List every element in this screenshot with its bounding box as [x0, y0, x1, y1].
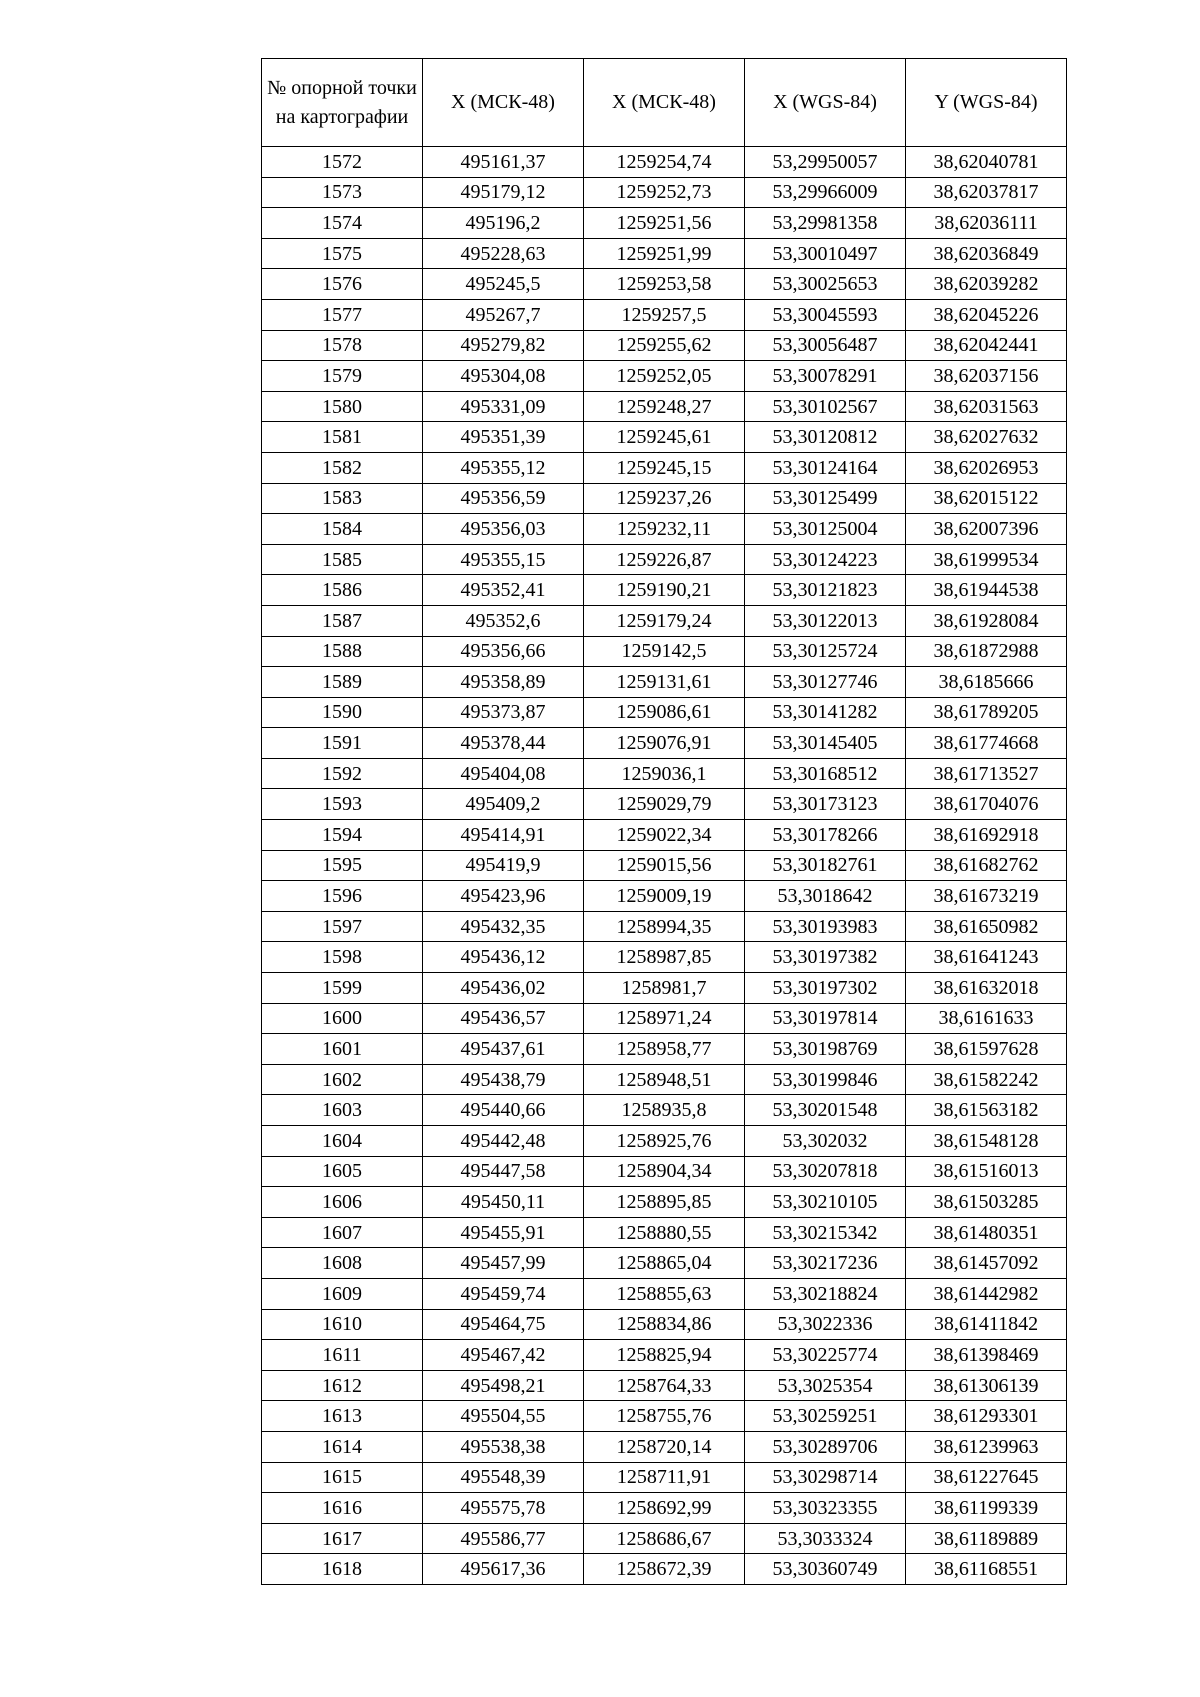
cell-x-msk48-second: 1259179,24	[584, 605, 745, 636]
cell-x-msk48-second: 1258880,55	[584, 1217, 745, 1248]
cell-y-wgs84: 38,61650982	[906, 911, 1067, 942]
cell-x-wgs84: 53,30289706	[745, 1431, 906, 1462]
cell-x-wgs84: 53,30124164	[745, 452, 906, 483]
cell-y-wgs84: 38,62027632	[906, 422, 1067, 453]
table-row	[262, 850, 1067, 881]
cell-x-wgs84: 53,3022336	[745, 1309, 906, 1340]
cell-y-wgs84: 38,61944538	[906, 575, 1067, 606]
cell-x-msk48: 495432,35	[423, 911, 584, 942]
cell-x-wgs84: 53,30125499	[745, 483, 906, 514]
cell-y-wgs84: 38,61704076	[906, 789, 1067, 820]
header-row	[262, 59, 1067, 147]
table-row	[262, 1493, 1067, 1524]
table-row	[262, 728, 1067, 759]
cell-x-msk48: 495575,78	[423, 1493, 584, 1524]
table-row	[262, 147, 1067, 178]
cell-x-wgs84: 53,30201548	[745, 1095, 906, 1126]
table-row	[262, 1370, 1067, 1401]
cell-x-msk48-second: 1258720,14	[584, 1431, 745, 1462]
cell-point-number: 1572	[262, 147, 423, 178]
cell-x-msk48-second: 1259257,5	[584, 299, 745, 330]
cell-x-msk48-second: 1258865,04	[584, 1248, 745, 1279]
cell-x-wgs84: 53,30025653	[745, 269, 906, 300]
cell-y-wgs84: 38,61293301	[906, 1401, 1067, 1432]
cell-x-wgs84: 53,30218824	[745, 1278, 906, 1309]
cell-x-msk48-second: 1258711,91	[584, 1462, 745, 1493]
cell-y-wgs84: 38,61239963	[906, 1431, 1067, 1462]
cell-x-wgs84: 53,29981358	[745, 208, 906, 239]
table-header	[262, 59, 1067, 147]
cell-y-wgs84: 38,61872988	[906, 636, 1067, 667]
header-x-wgs84: X (WGS-84)	[745, 59, 906, 147]
cell-x-msk48-second: 1258755,76	[584, 1401, 745, 1432]
cell-x-msk48: 495436,02	[423, 973, 584, 1004]
cell-x-msk48-second: 1258948,51	[584, 1064, 745, 1095]
cell-x-msk48: 495355,12	[423, 452, 584, 483]
cell-x-wgs84: 53,30056487	[745, 330, 906, 361]
cell-point-number: 1582	[262, 452, 423, 483]
cell-x-msk48: 495457,99	[423, 1248, 584, 1279]
cell-y-wgs84: 38,61713527	[906, 758, 1067, 789]
cell-x-msk48-second: 1259131,61	[584, 667, 745, 698]
cell-x-msk48: 495586,77	[423, 1523, 584, 1554]
table-row	[262, 1034, 1067, 1065]
cell-x-msk48: 495419,9	[423, 850, 584, 881]
cell-x-wgs84: 53,302032	[745, 1126, 906, 1157]
cell-x-msk48: 495467,42	[423, 1340, 584, 1371]
cell-point-number: 1605	[262, 1156, 423, 1187]
cell-x-msk48-second: 1259245,15	[584, 452, 745, 483]
header-y-wgs84: Y (WGS-84)	[906, 59, 1067, 147]
cell-y-wgs84: 38,61789205	[906, 697, 1067, 728]
cell-y-wgs84: 38,62045226	[906, 299, 1067, 330]
cell-x-wgs84: 53,30199846	[745, 1064, 906, 1095]
cell-x-msk48: 495440,66	[423, 1095, 584, 1126]
cell-x-wgs84: 53,30127746	[745, 667, 906, 698]
cell-x-wgs84: 53,30141282	[745, 697, 906, 728]
cell-x-msk48: 495423,96	[423, 881, 584, 912]
table-row	[262, 820, 1067, 851]
cell-x-msk48: 495356,66	[423, 636, 584, 667]
cell-x-msk48-second: 1258958,77	[584, 1034, 745, 1065]
cell-y-wgs84: 38,61563182	[906, 1095, 1067, 1126]
table-row	[262, 1278, 1067, 1309]
cell-point-number: 1597	[262, 911, 423, 942]
table-row	[262, 1095, 1067, 1126]
cell-x-msk48-second: 1259248,27	[584, 391, 745, 422]
table-row	[262, 881, 1067, 912]
cell-point-number: 1606	[262, 1187, 423, 1218]
table-row	[262, 1462, 1067, 1493]
table-row	[262, 1401, 1067, 1432]
cell-y-wgs84: 38,61199339	[906, 1493, 1067, 1524]
table-row	[262, 483, 1067, 514]
cell-point-number: 1577	[262, 299, 423, 330]
table-row	[262, 697, 1067, 728]
cell-point-number: 1593	[262, 789, 423, 820]
cell-x-msk48: 495196,2	[423, 208, 584, 239]
table-row	[262, 1340, 1067, 1371]
cell-y-wgs84: 38,61928084	[906, 605, 1067, 636]
cell-x-msk48-second: 1259226,87	[584, 544, 745, 575]
cell-x-wgs84: 53,30360749	[745, 1554, 906, 1585]
header-point-number	[262, 59, 423, 147]
cell-x-msk48-second: 1259009,19	[584, 881, 745, 912]
cell-x-msk48-second: 1258686,67	[584, 1523, 745, 1554]
cell-x-wgs84: 53,30178266	[745, 820, 906, 851]
cell-y-wgs84: 38,62007396	[906, 514, 1067, 545]
cell-x-msk48: 495352,41	[423, 575, 584, 606]
cell-x-msk48: 495464,75	[423, 1309, 584, 1340]
cell-y-wgs84: 38,61168551	[906, 1554, 1067, 1585]
cell-x-msk48-second: 1259252,05	[584, 361, 745, 392]
cell-x-msk48: 495504,55	[423, 1401, 584, 1432]
cell-x-msk48: 495450,11	[423, 1187, 584, 1218]
cell-x-msk48-second: 1259076,91	[584, 728, 745, 759]
cell-point-number: 1587	[262, 605, 423, 636]
table-row	[262, 1064, 1067, 1095]
cell-x-msk48-second: 1258834,86	[584, 1309, 745, 1340]
cell-y-wgs84: 38,62042441	[906, 330, 1067, 361]
cell-x-msk48: 495179,12	[423, 177, 584, 208]
cell-x-msk48-second: 1258692,99	[584, 1493, 745, 1524]
table-row	[262, 177, 1067, 208]
cell-x-msk48: 495404,08	[423, 758, 584, 789]
cell-y-wgs84: 38,6161633	[906, 1003, 1067, 1034]
cell-point-number: 1600	[262, 1003, 423, 1034]
cell-point-number: 1610	[262, 1309, 423, 1340]
cell-x-msk48-second: 1258825,94	[584, 1340, 745, 1371]
table-row	[262, 973, 1067, 1004]
cell-y-wgs84: 38,62036111	[906, 208, 1067, 239]
cell-x-msk48: 495438,79	[423, 1064, 584, 1095]
cell-x-msk48: 495498,21	[423, 1370, 584, 1401]
cell-x-msk48-second: 1258994,35	[584, 911, 745, 942]
cell-x-msk48-second: 1259029,79	[584, 789, 745, 820]
cell-x-msk48: 495617,36	[423, 1554, 584, 1585]
cell-x-msk48: 495245,5	[423, 269, 584, 300]
table-row	[262, 1431, 1067, 1462]
cell-x-msk48: 495267,7	[423, 299, 584, 330]
cell-x-msk48-second: 1258672,39	[584, 1554, 745, 1585]
cell-x-msk48: 495279,82	[423, 330, 584, 361]
cell-x-msk48-second: 1258855,63	[584, 1278, 745, 1309]
cell-point-number: 1592	[262, 758, 423, 789]
cell-point-number: 1611	[262, 1340, 423, 1371]
cell-x-msk48-second: 1259245,61	[584, 422, 745, 453]
cell-x-wgs84: 53,29966009	[745, 177, 906, 208]
cell-point-number: 1579	[262, 361, 423, 392]
cell-x-wgs84: 53,30259251	[745, 1401, 906, 1432]
table-row	[262, 1126, 1067, 1157]
cell-point-number: 1589	[262, 667, 423, 698]
cell-y-wgs84: 38,62036849	[906, 238, 1067, 269]
cell-y-wgs84: 38,61774668	[906, 728, 1067, 759]
cell-x-msk48: 495447,58	[423, 1156, 584, 1187]
cell-point-number: 1578	[262, 330, 423, 361]
cell-x-msk48: 495352,6	[423, 605, 584, 636]
cell-x-msk48-second: 1259251,99	[584, 238, 745, 269]
table-row	[262, 667, 1067, 698]
cell-x-msk48-second: 1258981,7	[584, 973, 745, 1004]
table-row	[262, 208, 1067, 239]
header-point-number-label: № опорной точки на картографии	[267, 76, 417, 128]
cell-x-msk48: 495356,59	[423, 483, 584, 514]
table-row	[262, 1156, 1067, 1187]
cell-x-msk48-second: 1259252,73	[584, 177, 745, 208]
cell-x-wgs84: 53,30197382	[745, 942, 906, 973]
cell-x-msk48: 495331,09	[423, 391, 584, 422]
cell-point-number: 1575	[262, 238, 423, 269]
cell-x-wgs84: 53,30182761	[745, 850, 906, 881]
cell-y-wgs84: 38,61548128	[906, 1126, 1067, 1157]
table-body	[262, 147, 1067, 1585]
cell-point-number: 1580	[262, 391, 423, 422]
cell-point-number: 1588	[262, 636, 423, 667]
cell-point-number: 1576	[262, 269, 423, 300]
cell-x-wgs84: 53,30125004	[745, 514, 906, 545]
cell-y-wgs84: 38,61582242	[906, 1064, 1067, 1095]
cell-x-msk48-second: 1259022,34	[584, 820, 745, 851]
table-row	[262, 299, 1067, 330]
cell-point-number: 1574	[262, 208, 423, 239]
cell-y-wgs84: 38,62037156	[906, 361, 1067, 392]
cell-x-wgs84: 53,30124223	[745, 544, 906, 575]
table-row	[262, 1554, 1067, 1585]
table-row	[262, 636, 1067, 667]
cell-x-msk48-second: 1259142,5	[584, 636, 745, 667]
cell-y-wgs84: 38,61457092	[906, 1248, 1067, 1279]
cell-point-number: 1618	[262, 1554, 423, 1585]
cell-point-number: 1584	[262, 514, 423, 545]
table-row	[262, 605, 1067, 636]
cell-x-msk48-second: 1259253,58	[584, 269, 745, 300]
cell-x-wgs84: 53,3025354	[745, 1370, 906, 1401]
table-row	[262, 391, 1067, 422]
cell-y-wgs84: 38,62037817	[906, 177, 1067, 208]
cell-x-wgs84: 53,30217236	[745, 1248, 906, 1279]
cell-y-wgs84: 38,61516013	[906, 1156, 1067, 1187]
cell-x-wgs84: 53,30102567	[745, 391, 906, 422]
cell-y-wgs84: 38,61692918	[906, 820, 1067, 851]
cell-y-wgs84: 38,62026953	[906, 452, 1067, 483]
table-row	[262, 514, 1067, 545]
cell-x-wgs84: 53,30173123	[745, 789, 906, 820]
table-row	[262, 911, 1067, 942]
cell-point-number: 1603	[262, 1095, 423, 1126]
cell-point-number: 1615	[262, 1462, 423, 1493]
cell-y-wgs84: 38,61682762	[906, 850, 1067, 881]
cell-point-number: 1573	[262, 177, 423, 208]
cell-point-number: 1598	[262, 942, 423, 973]
cell-point-number: 1607	[262, 1217, 423, 1248]
cell-x-msk48-second: 1259036,1	[584, 758, 745, 789]
cell-x-msk48-second: 1259255,62	[584, 330, 745, 361]
table-row	[262, 330, 1067, 361]
cell-x-msk48: 495373,87	[423, 697, 584, 728]
cell-x-msk48: 495455,91	[423, 1217, 584, 1248]
table-row	[262, 1248, 1067, 1279]
cell-x-msk48-second: 1258904,34	[584, 1156, 745, 1187]
cell-point-number: 1613	[262, 1401, 423, 1432]
cell-x-wgs84: 53,30210105	[745, 1187, 906, 1218]
header-x-msk48-second: X (МСК-48)	[584, 59, 745, 147]
cell-point-number: 1594	[262, 820, 423, 851]
cell-x-wgs84: 53,30045593	[745, 299, 906, 330]
cell-x-msk48: 495409,2	[423, 789, 584, 820]
cell-y-wgs84: 38,61189889	[906, 1523, 1067, 1554]
coordinates-table	[261, 58, 1067, 1585]
cell-x-msk48: 495436,57	[423, 1003, 584, 1034]
cell-point-number: 1617	[262, 1523, 423, 1554]
cell-point-number: 1595	[262, 850, 423, 881]
cell-x-wgs84: 53,3018642	[745, 881, 906, 912]
cell-x-wgs84: 53,30225774	[745, 1340, 906, 1371]
cell-x-msk48-second: 1258987,85	[584, 942, 745, 973]
cell-x-msk48-second: 1259237,26	[584, 483, 745, 514]
cell-x-msk48: 495459,74	[423, 1278, 584, 1309]
cell-y-wgs84: 38,61442982	[906, 1278, 1067, 1309]
cell-x-msk48-second: 1258935,8	[584, 1095, 745, 1126]
cell-y-wgs84: 38,61411842	[906, 1309, 1067, 1340]
cell-x-wgs84: 53,30010497	[745, 238, 906, 269]
cell-point-number: 1616	[262, 1493, 423, 1524]
cell-y-wgs84: 38,61306139	[906, 1370, 1067, 1401]
cell-x-msk48-second: 1259251,56	[584, 208, 745, 239]
cell-y-wgs84: 38,61480351	[906, 1217, 1067, 1248]
table-row	[262, 422, 1067, 453]
table-row	[262, 544, 1067, 575]
cell-point-number: 1586	[262, 575, 423, 606]
cell-point-number: 1604	[262, 1126, 423, 1157]
cell-x-wgs84: 53,29950057	[745, 147, 906, 178]
cell-point-number: 1612	[262, 1370, 423, 1401]
cell-x-wgs84: 53,30145405	[745, 728, 906, 759]
cell-x-msk48-second: 1258764,33	[584, 1370, 745, 1401]
cell-y-wgs84: 38,62015122	[906, 483, 1067, 514]
cell-x-msk48-second: 1258895,85	[584, 1187, 745, 1218]
cell-x-msk48-second: 1259086,61	[584, 697, 745, 728]
cell-x-msk48: 495351,39	[423, 422, 584, 453]
cell-x-msk48: 495437,61	[423, 1034, 584, 1065]
cell-x-wgs84: 53,30323355	[745, 1493, 906, 1524]
cell-point-number: 1583	[262, 483, 423, 514]
cell-x-wgs84: 53,30197302	[745, 973, 906, 1004]
cell-y-wgs84: 38,61999534	[906, 544, 1067, 575]
cell-x-msk48: 495538,38	[423, 1431, 584, 1462]
cell-x-msk48: 495442,48	[423, 1126, 584, 1157]
cell-x-wgs84: 53,3033324	[745, 1523, 906, 1554]
cell-x-wgs84: 53,30122013	[745, 605, 906, 636]
cell-x-wgs84: 53,30298714	[745, 1462, 906, 1493]
cell-x-wgs84: 53,30121823	[745, 575, 906, 606]
table-row	[262, 1187, 1067, 1218]
cell-point-number: 1614	[262, 1431, 423, 1462]
cell-x-wgs84: 53,30198769	[745, 1034, 906, 1065]
cell-point-number: 1585	[262, 544, 423, 575]
cell-x-wgs84: 53,30120812	[745, 422, 906, 453]
cell-point-number: 1609	[262, 1278, 423, 1309]
table-row	[262, 1309, 1067, 1340]
table-row	[262, 361, 1067, 392]
cell-x-msk48: 495161,37	[423, 147, 584, 178]
cell-y-wgs84: 38,62031563	[906, 391, 1067, 422]
cell-x-msk48: 495414,91	[423, 820, 584, 851]
cell-y-wgs84: 38,61641243	[906, 942, 1067, 973]
cell-x-msk48-second: 1259015,56	[584, 850, 745, 881]
header-x-msk48: X (МСК-48)	[423, 59, 584, 147]
cell-point-number: 1581	[262, 422, 423, 453]
cell-x-msk48-second: 1259232,11	[584, 514, 745, 545]
cell-x-msk48: 495355,15	[423, 544, 584, 575]
cell-y-wgs84: 38,6185666	[906, 667, 1067, 698]
cell-point-number: 1608	[262, 1248, 423, 1279]
cell-y-wgs84: 38,61503285	[906, 1187, 1067, 1218]
cell-y-wgs84: 38,61227645	[906, 1462, 1067, 1493]
cell-point-number: 1599	[262, 973, 423, 1004]
table-row	[262, 452, 1067, 483]
cell-point-number: 1602	[262, 1064, 423, 1095]
cell-x-msk48: 495436,12	[423, 942, 584, 973]
table-row	[262, 1523, 1067, 1554]
cell-x-msk48: 495304,08	[423, 361, 584, 392]
cell-y-wgs84: 38,62040781	[906, 147, 1067, 178]
cell-point-number: 1590	[262, 697, 423, 728]
cell-x-wgs84: 53,30168512	[745, 758, 906, 789]
cell-x-msk48-second: 1258971,24	[584, 1003, 745, 1034]
cell-point-number: 1596	[262, 881, 423, 912]
cell-x-wgs84: 53,30078291	[745, 361, 906, 392]
table-row	[262, 789, 1067, 820]
cell-point-number: 1591	[262, 728, 423, 759]
cell-x-wgs84: 53,30215342	[745, 1217, 906, 1248]
cell-y-wgs84: 38,61597628	[906, 1034, 1067, 1065]
cell-x-wgs84: 53,30207818	[745, 1156, 906, 1187]
cell-x-msk48: 495548,39	[423, 1462, 584, 1493]
cell-x-msk48: 495356,03	[423, 514, 584, 545]
cell-x-wgs84: 53,30193983	[745, 911, 906, 942]
cell-x-wgs84: 53,30125724	[745, 636, 906, 667]
cell-x-wgs84: 53,30197814	[745, 1003, 906, 1034]
table-row	[262, 575, 1067, 606]
table-row	[262, 269, 1067, 300]
cell-y-wgs84: 38,61673219	[906, 881, 1067, 912]
cell-x-msk48: 495358,89	[423, 667, 584, 698]
cell-x-msk48: 495378,44	[423, 728, 584, 759]
cell-x-msk48: 495228,63	[423, 238, 584, 269]
cell-y-wgs84: 38,61398469	[906, 1340, 1067, 1371]
cell-x-msk48-second: 1259190,21	[584, 575, 745, 606]
table-row	[262, 1217, 1067, 1248]
cell-y-wgs84: 38,61632018	[906, 973, 1067, 1004]
table-row	[262, 1003, 1067, 1034]
table-row	[262, 238, 1067, 269]
cell-point-number: 1601	[262, 1034, 423, 1065]
table-row	[262, 758, 1067, 789]
cell-x-msk48-second: 1258925,76	[584, 1126, 745, 1157]
cell-y-wgs84: 38,62039282	[906, 269, 1067, 300]
cell-x-msk48-second: 1259254,74	[584, 147, 745, 178]
table-row	[262, 942, 1067, 973]
